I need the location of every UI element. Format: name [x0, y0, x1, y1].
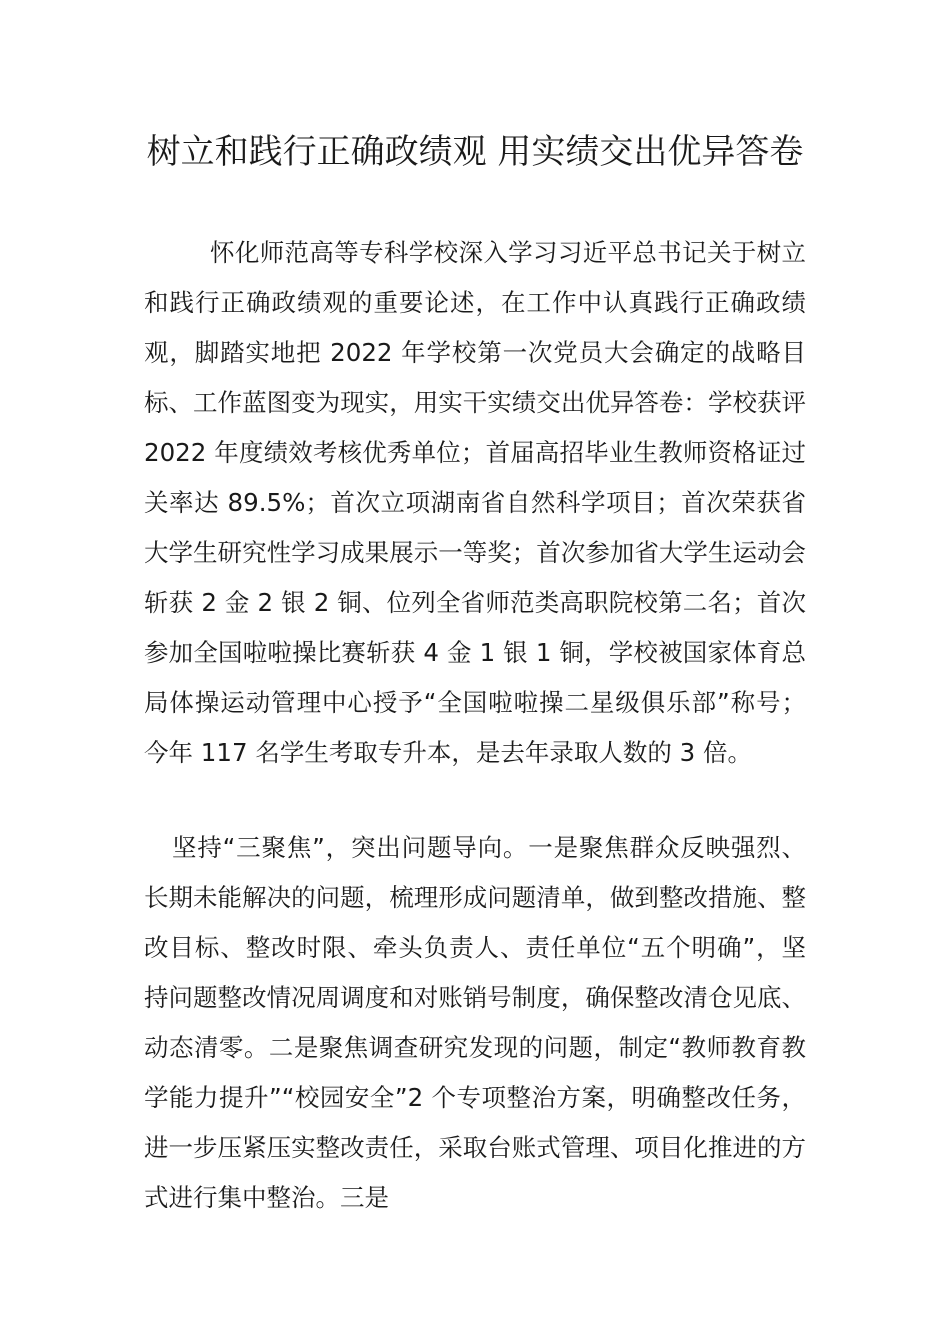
paragraph-three-focus: 坚持“三聚焦”，突出问题导向。一是聚焦群众反映强烈、长期未能解决的问题，梳理形成问题清单，做到整改措施、整改目标、整改时限、牵头负责人、责任单位“五个明确”，坚持问题整改情况周调度和对账销号制度，确保整改清仓见底、动态清零。二是聚焦调查研究发现的问题，制定“教师教育教学能力提升”“校园安全”2 个专项整治方案，明确整改任务，进一步压紧压实整改责任，采取台账式管理、项目化推进的方式进行集中整治。三是 — [144, 833, 806, 1212]
document-title: 树立和践行正确政绩观 用实绩交出优异答卷 — [146, 132, 804, 172]
paragraph-intro: 怀化师范高等专科学校深入学习习近平总书记关于树立和践行正确政绩观的重要论述，在工作中认真践行正确政绩观，脚踏实地把 2022 年学校第一次党员大会确定的战略目标、工作蓝图变为现实，用实干实绩交出优异答卷：学校获评 2022 年度绩效考核优秀单位；首届高招毕业生教师资格证过关率达 89.5%；首次立项湖南省自然科学项目；首次荣获省大学生研究性学习成果展示一等奖；首次参加省大学生运动会斩获 2 金 2 银 2 铜、位列全省师范类高职院校第二名；首次参加全国啦啦操比赛斩获 4 金 1 银 1 铜，学校被国家体育总局体操运动管理中心授予“全国啦啦操二星级俱乐部”称号；今年 117 名学生考取专升本，是去年录取人数的 3 倍。 — [144, 238, 806, 767]
